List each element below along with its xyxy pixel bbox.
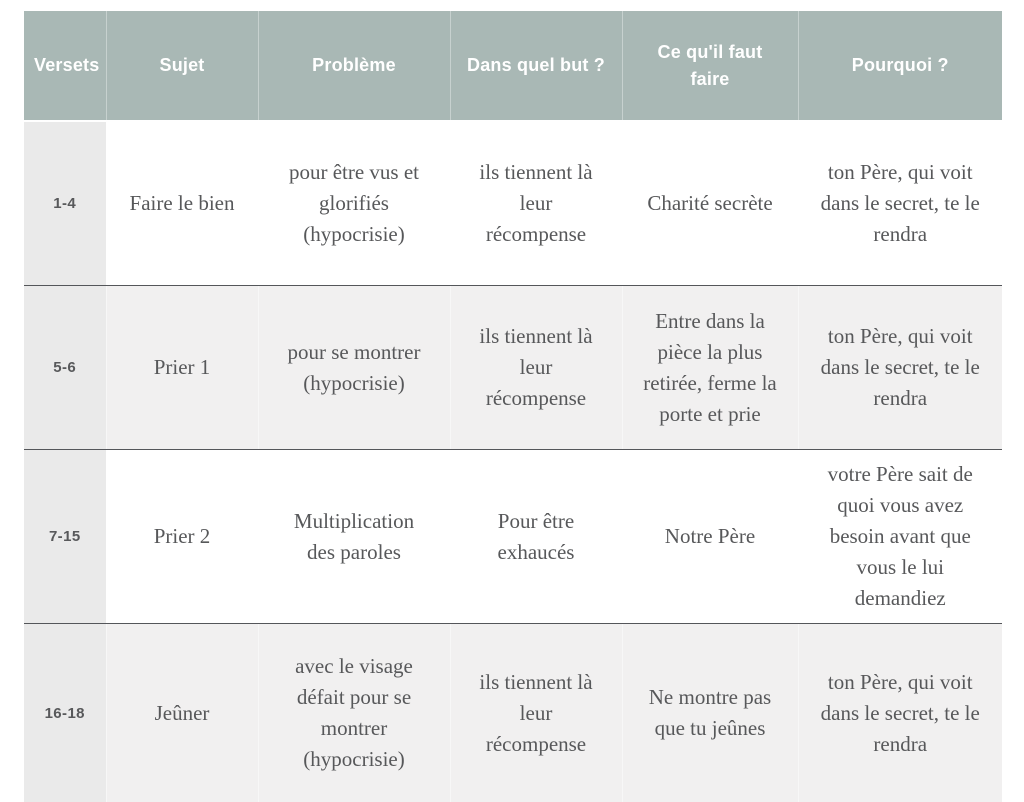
table-row xyxy=(24,121,1002,286)
cell-but: ils tiennent là leur récompense xyxy=(450,121,622,286)
header-sujet-label: Sujet xyxy=(159,55,204,75)
cell-pourquoi: ton Père, qui voit dans le secret, te le rendra xyxy=(798,286,1002,450)
verses-table xyxy=(24,11,1002,802)
header-versets-label: Versets xyxy=(34,55,99,75)
table-row xyxy=(24,450,1002,624)
header-sujet xyxy=(106,11,258,121)
cell-sujet: Jeûner xyxy=(106,624,258,802)
cell-faire: Charité secrète xyxy=(622,121,798,286)
table-header xyxy=(24,11,1002,121)
header-pourquoi xyxy=(798,11,1002,121)
cell-probleme: pour se montrer (hypocrisie) xyxy=(258,286,450,450)
cell-probleme: avec le visage défait pour se montrer (hypocrisie) xyxy=(258,624,450,802)
table-row xyxy=(24,286,1002,450)
cell-pourquoi: ton Père, qui voit dans le secret, te le rendra xyxy=(798,624,1002,802)
cell-pourquoi: ton Père, qui voit dans le secret, te le rendra xyxy=(798,121,1002,286)
cell-sujet: Faire le bien xyxy=(106,121,258,286)
header-probleme-label: Problème xyxy=(312,55,396,75)
cell-but: ils tiennent là leur récompense xyxy=(450,624,622,802)
cell-pourquoi: votre Père sait de quoi vous avez besoin avant que vous le lui demandiez xyxy=(798,450,1002,624)
table-row xyxy=(24,624,1002,802)
header-faire-label: Ce qu'il faut faire xyxy=(651,39,769,91)
header-but-label: Dans quel but ? xyxy=(467,55,605,75)
cell-faire: Ne montre pas que tu jeûnes xyxy=(622,624,798,802)
cell-but: Pour être exhaucés xyxy=(450,450,622,624)
cell-versets: 5-6 xyxy=(24,286,106,450)
cell-faire: Notre Père xyxy=(622,450,798,624)
cell-versets: 7-15 xyxy=(24,450,106,624)
cell-probleme: pour être vus et glorifiés (hypocrisie) xyxy=(258,121,450,286)
table-body xyxy=(24,121,1002,802)
header-but xyxy=(450,11,622,121)
cell-but: ils tiennent là leur récompense xyxy=(450,286,622,450)
header-faire xyxy=(622,11,798,121)
header-probleme xyxy=(258,11,450,121)
header-versets xyxy=(24,11,106,121)
cell-sujet: Prier 1 xyxy=(106,286,258,450)
header-row xyxy=(24,11,1002,121)
cell-probleme: Multiplication des paroles xyxy=(258,450,450,624)
cell-faire: Entre dans la pièce la plus retirée, ferme la porte et prie xyxy=(622,286,798,450)
cell-versets: 1-4 xyxy=(24,121,106,286)
verses-table-container xyxy=(24,11,1002,802)
cell-sujet: Prier 2 xyxy=(106,450,258,624)
cell-versets: 16-18 xyxy=(24,624,106,802)
header-pourquoi-label: Pourquoi ? xyxy=(852,55,949,75)
